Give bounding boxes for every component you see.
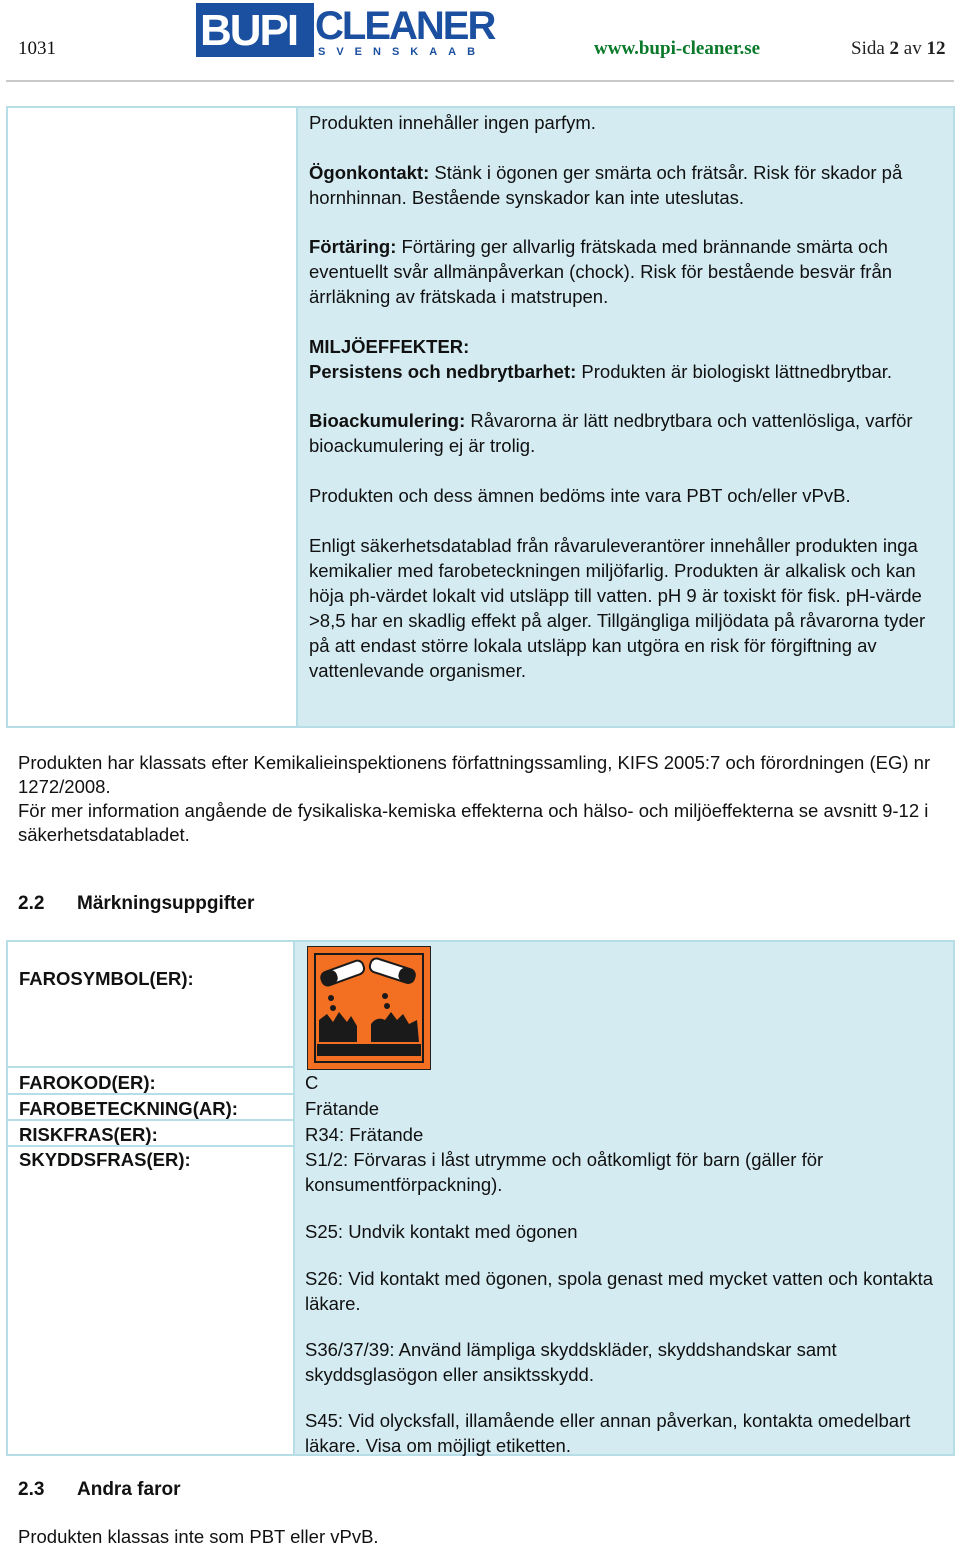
website-link[interactable]: www.bupi-cleaner.se [594, 38, 761, 59]
svg-text:BUPI: BUPI [200, 6, 298, 55]
hazard-designation-label: FAROBETECKNING(AR): [19, 1098, 238, 1119]
page-header [0, 0, 960, 90]
svg-text:CLEANER: CLEANER [315, 4, 495, 48]
labelling-table [6, 940, 955, 1456]
document-number: 1031 [18, 38, 56, 59]
eye-contact-text: Ögonkontakt: Stänk i ögonen ger smärta och frätsår. Risk för skador på hornhinnan. Bestående synskador kan inte uteslutas. [309, 161, 903, 208]
classification-line-1: Produkten har klassats efter Kemikalieinspektionens författningssamling, KIFS 2005:7 och förordningen (EG) nr 1272/2008. [18, 752, 931, 797]
hazard-designation-value: Frätande [305, 1098, 380, 1119]
safety-phrase-s1-2: S1/2: Förvaras i låst utrymme och oåtkomligt för barn (gäller för konsumentförpackning). [305, 1149, 824, 1195]
other-hazards-text: Produkten klassas inte som PBT eller vPvB. [18, 1526, 379, 1546]
safety-phrase-s45: S45: Vid olycksfall, illamående eller annan påverkan, kontakta omedelbart läkare. Visa om möjligt etiketten. [305, 1410, 911, 1456]
section-2-2-heading: 2.2 Märkningsuppgifter [18, 893, 255, 914]
hazard-code-label: FAROKOD(ER): [19, 1072, 156, 1093]
pbt-assessment-text: Produkten och dess ämnen bedöms inte vara PBT och/eller vPvB. [309, 484, 851, 506]
labelling-value-column [295, 942, 953, 1454]
ingestion-text: Förtäring: Förtäring ger allvarlig frätskada med brännande smärta och eventuellt svår allmänpåverkan (chock). Risk för bestående besvär från ärrläkning av frätskada i matstrupen. [309, 236, 893, 308]
perfume-text: Produkten innehåller ingen parfym. [309, 112, 596, 133]
env-heading: MILJÖEFFEKTER: [309, 335, 470, 357]
bupi-cleaner-logo [196, 3, 512, 57]
effects-table [6, 106, 955, 728]
risk-phrase-value: R34: Frätande [305, 1124, 424, 1145]
effects-text-column [298, 108, 953, 726]
section-2-3-heading: 2.3 Andra faror [18, 1479, 181, 1500]
page-indicator: Sida 2 av 12 [851, 38, 946, 59]
safety-phrase-label: SKYDDSFRAS(ER): [19, 1149, 191, 1170]
corrosive-hazard-icon [307, 946, 431, 1070]
hazard-code-value: C [305, 1072, 319, 1093]
persistence-text: Persistens och nedbrytbarhet: Produkten är biologiskt lättnedbrytbar. [309, 360, 893, 382]
header-divider [6, 80, 954, 82]
risk-phrase-label: RISKFRAS(ER): [19, 1124, 158, 1145]
svg-text:SVENSKAAB: SVENSKAAB [318, 46, 487, 57]
safety-phrase-s25: S25: Undvik kontakt med ögonen [305, 1221, 578, 1242]
hazard-symbol-label: FAROSYMBOL(ER): [19, 968, 194, 989]
effects-label-column [8, 108, 298, 726]
labelling-label-column [8, 942, 295, 1454]
classification-text [18, 751, 938, 847]
classification-line-2: För mer information angående de fysikaliska-kemiska effekterna och hälso- och miljöeffekterna se avsnitt 9-12 i säkerhetsdatabladet. [18, 800, 929, 845]
supplier-data-text: Enligt säkerhetsdatablad från råvaruleverantörer innehåller produkten inga kemikalier med farobeteckningen miljöfarlig. Produkten är alkalisk och kan höja ph-värdet lokalt vid utsläpp till vatten. pH 9 är toxiskt för fisk. pH-värde >8,5 har en skadlig effekt på alger. Tillgängliga miljödata på råvarorna tyder på att endast större lokala utsläpp kan utgöra en risk för förgiftning av vattenlevande organismer. [309, 534, 926, 681]
safety-phrase-s26: S26: Vid kontakt med ögonen, spola genast med mycket vatten och kontakta läkare. [305, 1268, 934, 1314]
bioaccumulation-text: Bioackumulering: Råvarorna är lätt nedbrytbara och vattenlösliga, varför bioackumulering ej är trolig. [309, 410, 913, 457]
safety-phrase-s36-37-39: S36/37/39: Använd lämpliga skyddskläder, skyddshandskar samt skyddsglasögon eller ansiktsskydd. [305, 1339, 837, 1385]
